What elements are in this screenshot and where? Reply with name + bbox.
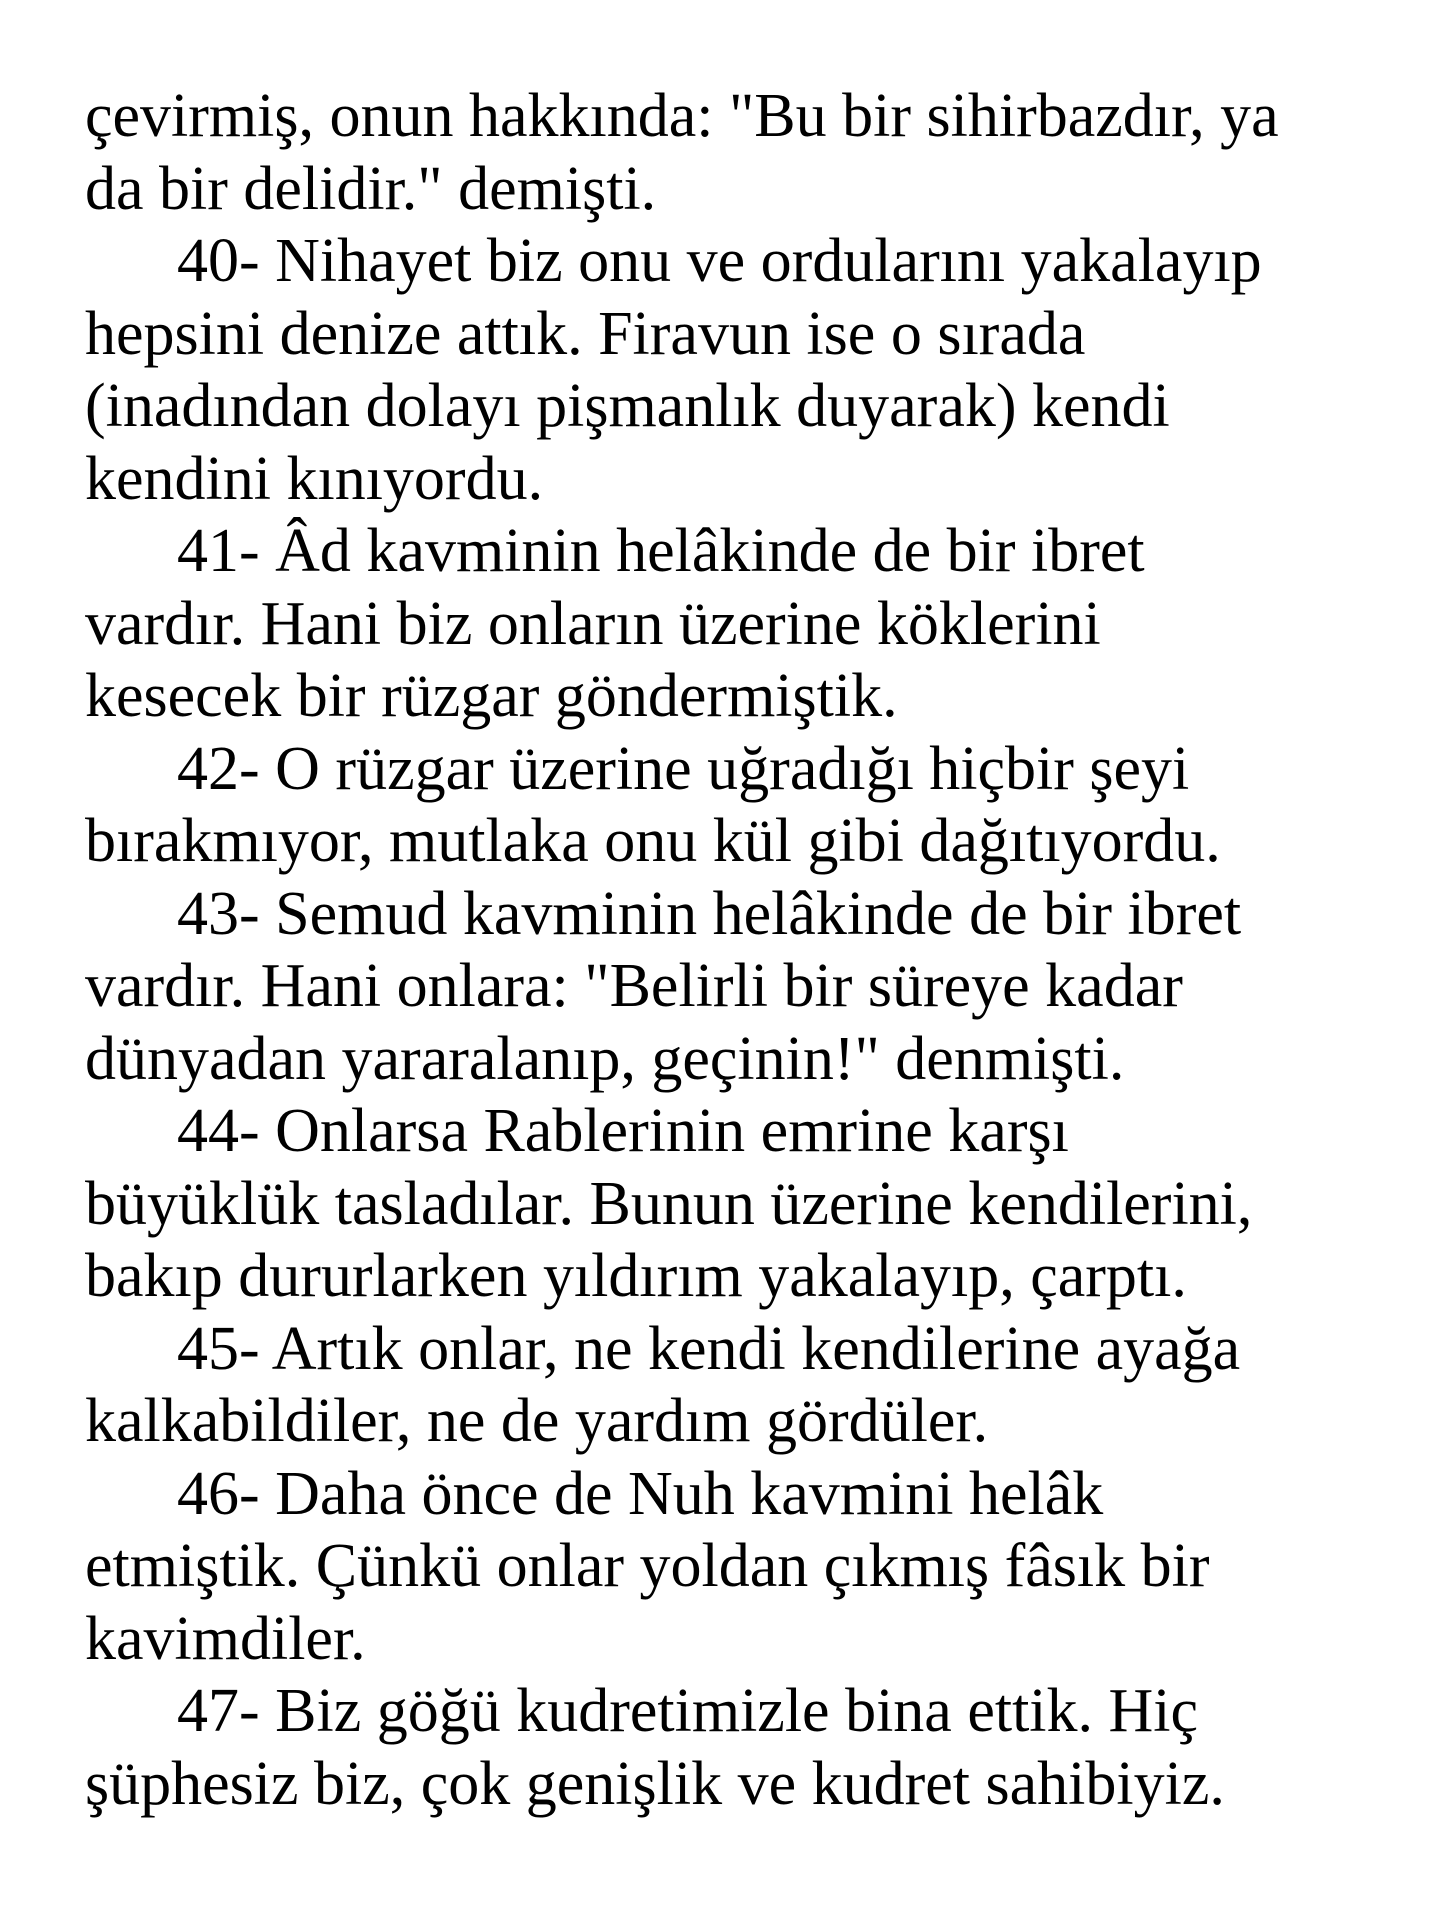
verse-43-start: 43- Semud kavminin helâkinde de bir ibret [177, 879, 1242, 948]
text-line: hepsini denize attık. Firavun ise o sırada [85, 299, 1086, 368]
text-line: bakıp dururlarken yıldırım yakalayıp, çarptı. [85, 1242, 1187, 1310]
text-line: büyüklük tasladılar. Bunun üzerine kendilerini, [85, 1169, 1253, 1238]
text-line: vardır. Hani biz onların üzerine köklerini [85, 589, 1101, 658]
text-line: vardır. Hani onlara: "Belirli bir süreye kadar [85, 952, 1183, 1020]
text-line: kavimdiler. [85, 1604, 366, 1673]
verse-47-start: 47- Biz göğü kudretimizle bina ettik. Hiç [177, 1677, 1199, 1745]
verse-44-start: 44- Onlarsa Rablerinin emrine karşı [177, 1097, 1069, 1165]
text-line: kalkabildiler, ne de yardım gördüler. [85, 1387, 989, 1455]
verse-45-start: 45- Artık onlar, ne kendi kendilerine ayağa [177, 1314, 1241, 1383]
text-line: bırakmıyor, mutlaka onu kül gibi dağıtıyordu. [85, 807, 1221, 875]
document-page [85, 80, 1385, 1820]
text-line: kesecek bir rüzgar göndermiştik. [85, 662, 898, 730]
verse-40-start: 40- Nihayet biz onu ve ordularını yakalayıp [177, 227, 1262, 295]
verse-41-start: 41- Âd kavminin helâkinde de bir ibret [177, 517, 1145, 585]
text-line: dünyadan yararalanıp, geçinin!" denmişti. [85, 1024, 1125, 1093]
text-line: (inadından dolayı pişmanlık duyarak) kendi [85, 372, 1170, 440]
verse-42-start: 42- O rüzgar üzerine uğradığı hiçbir şeyi [177, 734, 1190, 803]
text-line: da bir delidir." demişti. [85, 154, 657, 223]
text-line: çevirmiş, onun hakkında: "Bu bir sihirbazdır, ya [85, 82, 1279, 150]
verse-46-start: 46- Daha önce de Nuh kavmini helâk [177, 1459, 1104, 1528]
text-line: etmiştik. Çünkü onlar yoldan çıkmış fâsık bir [85, 1532, 1210, 1600]
text-line: şüphesiz biz, çok genişlik ve kudret sahibiyiz. [85, 1749, 1225, 1818]
text-line: kendini kınıyordu. [85, 444, 544, 513]
